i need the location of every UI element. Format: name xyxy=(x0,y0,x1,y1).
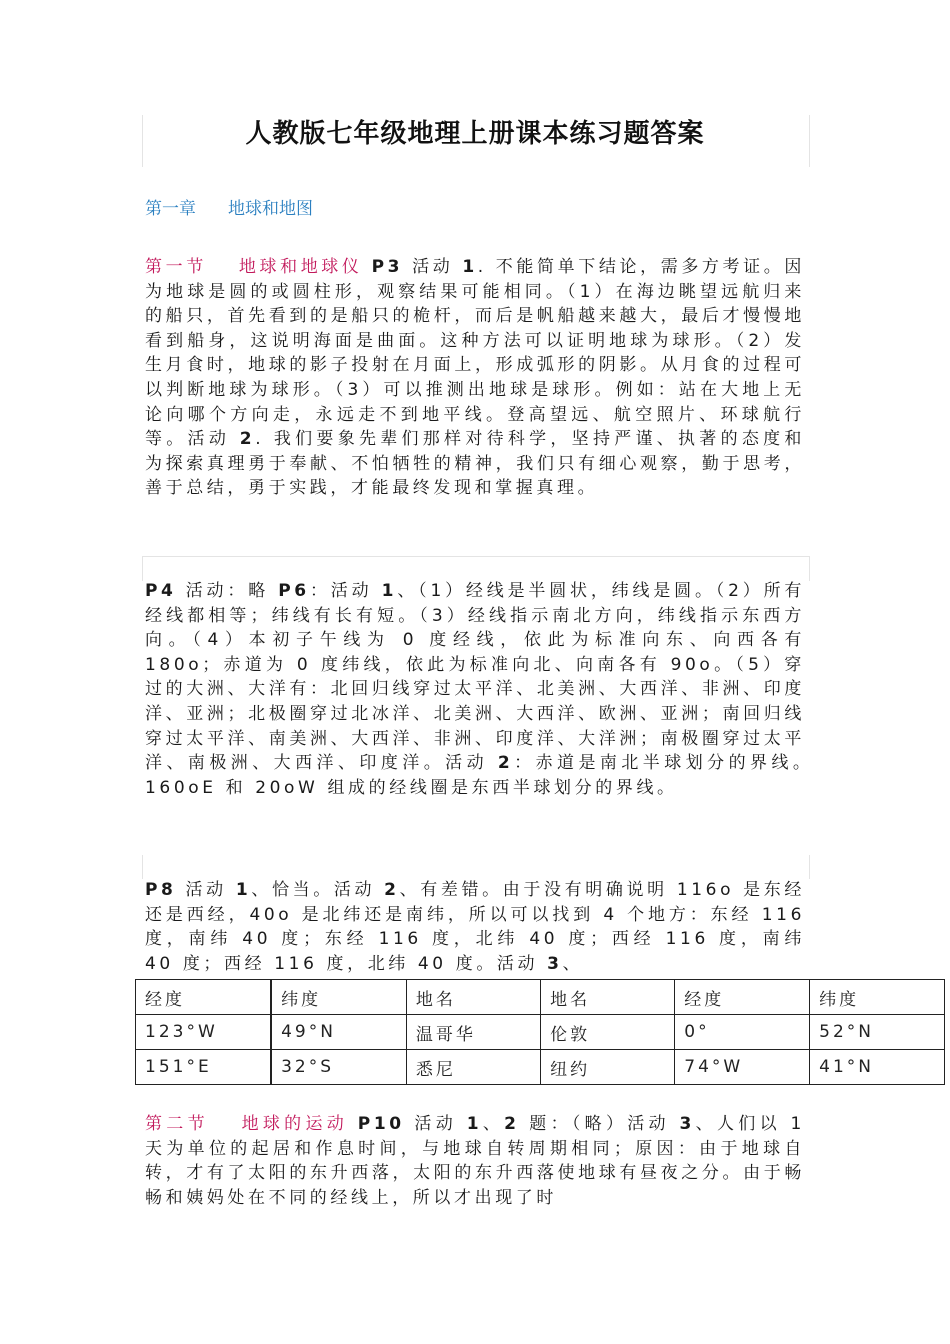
table-cell: 32°S xyxy=(271,1050,406,1085)
table-row xyxy=(136,1015,945,1050)
chapter-heading xyxy=(145,194,313,219)
page-ref: P10 xyxy=(357,1114,405,1134)
table-cell: 123°W xyxy=(136,1015,272,1050)
document-title: 人教版七年级地理上册课本练习题答案 xyxy=(245,119,705,149)
activity-number: 2 xyxy=(384,880,400,900)
paragraph-text: 、有差错。由于没有明确说明 116o 是东经还是西经，40o 是北纬还是南纬，所以可以找到 4 个地方：东经 116 度，南纬 40 度；东经 116 度，北纬 40 度；西经 116 度，南纬 40 度；西经 116 度，北纬 40 度。活动 xyxy=(145,880,805,974)
paragraph-text: 题：（略）活动 xyxy=(519,1114,680,1134)
paragraph-text: 、（1）经线是半圆状，纬线是圆。（2）所有经线都相等；纬线有长有短。（3）经线指示南北方向，纬线指示东西方向。（4）本初子午线为 0 度经线，依此为标准向东、向西各有 180o；赤道为 0 度纬线，依此为标准向北、向南各有 90o。（5）穿过的大洲、大洋有：北回归线穿过太平洋、北美洲、大西洋、非洲、印度洋、亚洲；北极圈穿过北冰洋、北美洲、大西洋、欧洲、亚洲；南回归线穿过太平洋、南美洲、大西洋、非洲、印度洋、大洋洲；南极圈穿过太平洋、南极洲、大西洋、印度洋。活动 xyxy=(145,581,805,774)
activity-number: 1 xyxy=(381,581,398,601)
table-cell: 0° xyxy=(675,1015,810,1050)
chapter-name: 地球和地图 xyxy=(228,199,313,219)
paragraph-text: 、恰当。活动 xyxy=(251,880,385,900)
section1-paragraph xyxy=(145,255,805,501)
activity-number: 2 xyxy=(239,429,256,450)
section2-paragraph xyxy=(145,1112,805,1210)
paragraph-text: 活动 xyxy=(404,1114,467,1134)
table-cell: 151°E xyxy=(136,1050,272,1085)
table-cell: 纽约 xyxy=(541,1050,675,1085)
activity-number: 2 xyxy=(504,1114,520,1134)
paragraph-text: . 不能简单下结论，需多方考证。因为地球是圆的或圆柱形，观察结果可能相同。（1）在海边眺望远航归来的船只，首先看到的是船只的桅杆，而后是帆船越来越大，最后才慢慢地看到船身，这说明海面是曲面。这种方法可以证明地球为球形。（2）发生月食时，地球的影子投射在月面上，形成弧形的阴影。从月食的过程可以判断地球为球形。（3）可以推测出地球是球形。例如：站在大地上无论向哪个方向走，永远走不到地平线。登高望远、航空照片、环球航行等。活动 xyxy=(145,257,805,450)
table-cell: 74°W xyxy=(675,1050,810,1085)
section1-name: 地球和地球仪 xyxy=(238,257,363,277)
paragraph-text: ：赤道是南北半球划分的界线。 160oE 和 20oW 组成的经线圈是东西半球划分的界线。 xyxy=(145,753,847,798)
paragraph-text: 活动 xyxy=(403,257,463,277)
paragraph-text: ：活动 xyxy=(309,581,382,601)
table-cell: 温哥华 xyxy=(406,1015,540,1050)
section-divider xyxy=(142,855,810,879)
table-row xyxy=(136,1050,945,1085)
table-header-cell: 地名 xyxy=(541,980,675,1015)
section2-number: 第二节 xyxy=(145,1114,209,1134)
table-header-cell: 纬度 xyxy=(810,980,945,1015)
table-header-cell: 经度 xyxy=(136,980,272,1015)
activity-number: 1 xyxy=(466,1114,483,1134)
paragraph-text: 、 xyxy=(562,953,584,974)
section1-heading xyxy=(145,257,363,277)
table-cell: 伦敦 xyxy=(541,1015,675,1050)
p4-paragraph xyxy=(145,579,847,800)
activity-number: 1 xyxy=(235,880,252,900)
table-cell: 52°N xyxy=(810,1015,945,1050)
table-header-cell: 经度 xyxy=(675,980,810,1015)
table-cell: 41°N xyxy=(810,1050,945,1085)
p8-paragraph xyxy=(145,878,805,976)
activity-number: 3 xyxy=(679,1114,695,1134)
paragraph-text: . 我们要象先辈们那样对待科学，坚持严谨、执著的态度和为探索真理勇于奉献、不怕牺牲的精神，我们只有细心观察，勤于思考，善于总结，勇于实践，才能最终发现和掌握真理。 xyxy=(145,429,805,499)
table-header-cell: 纬度 xyxy=(271,980,406,1015)
page-ref: P4 xyxy=(145,581,177,601)
activity-number: 2 xyxy=(497,753,514,774)
table-header-row xyxy=(136,980,945,1015)
page-ref: P6 xyxy=(278,581,310,601)
page-ref: P8 xyxy=(145,880,177,900)
table-header-cell: 地名 xyxy=(406,980,540,1015)
section2-name: 地球的运动 xyxy=(240,1114,349,1134)
paragraph-text: 、 xyxy=(482,1114,505,1134)
paragraph-text: 、人们以 1 天为单位的起居和作息时间，与地球自转周期相同；原因：由于地球自转，才有了太阳的东升西落，太阳的东升西落使地球有昼夜之分。由于畅畅和姨妈处在不同的经线上，所以才出现了时 xyxy=(145,1114,805,1208)
section2-heading xyxy=(145,1114,348,1134)
table-cell: 49°N xyxy=(271,1015,406,1050)
table-cell: 悉尼 xyxy=(406,1050,540,1085)
paragraph-text: 活动：略 xyxy=(176,581,279,601)
activity-number: 1 xyxy=(462,257,478,277)
chapter-number: 第一章 xyxy=(145,199,196,219)
section1-number: 第一节 xyxy=(145,257,207,277)
section-divider xyxy=(142,556,810,581)
coordinates-table xyxy=(135,979,945,1085)
page-ref: P3 xyxy=(371,257,404,277)
activity-number: 3 xyxy=(547,953,563,974)
paragraph-text: 活动 xyxy=(176,880,236,900)
